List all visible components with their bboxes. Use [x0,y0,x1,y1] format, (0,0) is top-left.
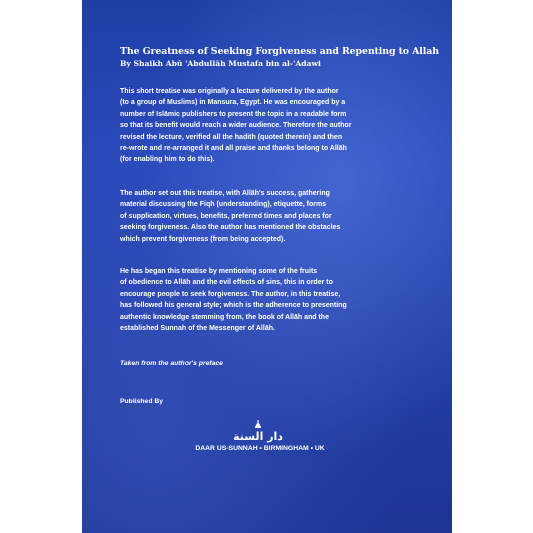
paragraph-line: (to a group of Muslims) in Mansura, Egypt. He was encouraged by a [120,99,346,107]
paragraph-line: revised the lecture, verified all the hadith (quoted therein) and then [120,133,343,141]
paragraph-line: which prevent forgiveness (from being accepted). [120,235,286,243]
paragraph-line: He has began this treatise by mentioning some of the fruits [120,268,318,275]
paragraph-line: number of Islāmic publishers to present the topic in a readable form [120,110,347,118]
paragraph-line: The author set out this treatise, with Allāh's success, gathering [120,190,330,197]
paragraph-line: has followed his general style; which is the adherence to presenting [120,302,347,310]
paragraph-line: re-wrote and re-arranged it and all praise and thanks belong to Allāh [120,145,347,153]
book-back-cover [82,0,452,533]
paragraph-line: of obedience to Allāh and the evil effects of sins, this in order to [120,279,333,287]
paragraph-line: of supplication, virtues, benefits, preferred times and places for [120,212,332,220]
publisher-logo [228,420,288,446]
paragraph-line: seeking forgiveness. Also the author has mentioned the obstacles [120,224,341,232]
paragraph-line: authentic knowledge stemming from, the book of Allāh and the [120,313,329,321]
paragraph-1 [120,86,351,166]
paragraph-3 [120,266,347,334]
paragraph-line: established Sunnah of the Messenger of Allāh. [120,325,275,333]
paragraph-line: encourage people to seek forgiveness. The author, in this treatise, [120,290,341,298]
publisher-line: DAAR US-SUNNAH • BIRMINGHAM • UK [195,445,325,452]
paragraph-line: (for enabling him to do this). [120,156,215,164]
paragraph-line: material discussing the Fiqh (understanding), etiquette, forms [120,201,327,209]
attribution: Taken from the author's preface [120,360,223,367]
published-by-label: Published By [120,398,164,405]
paragraph-line: so that its benefit would reach a wider audience. Therefore the author [120,122,352,130]
paragraph-2 [120,188,340,245]
logo-arabic-text: دار السنة [233,430,283,443]
cover-content [120,46,440,452]
author-line: By Shaikh Abū 'Abdullāh Mustafa bin al-'Adawi [120,59,321,68]
book-title: The Greatness of Seeking Forgiveness and Repenting to Allah [120,46,439,57]
paragraph-line: This short treatise was originally a lecture delivered by the author [120,88,339,95]
